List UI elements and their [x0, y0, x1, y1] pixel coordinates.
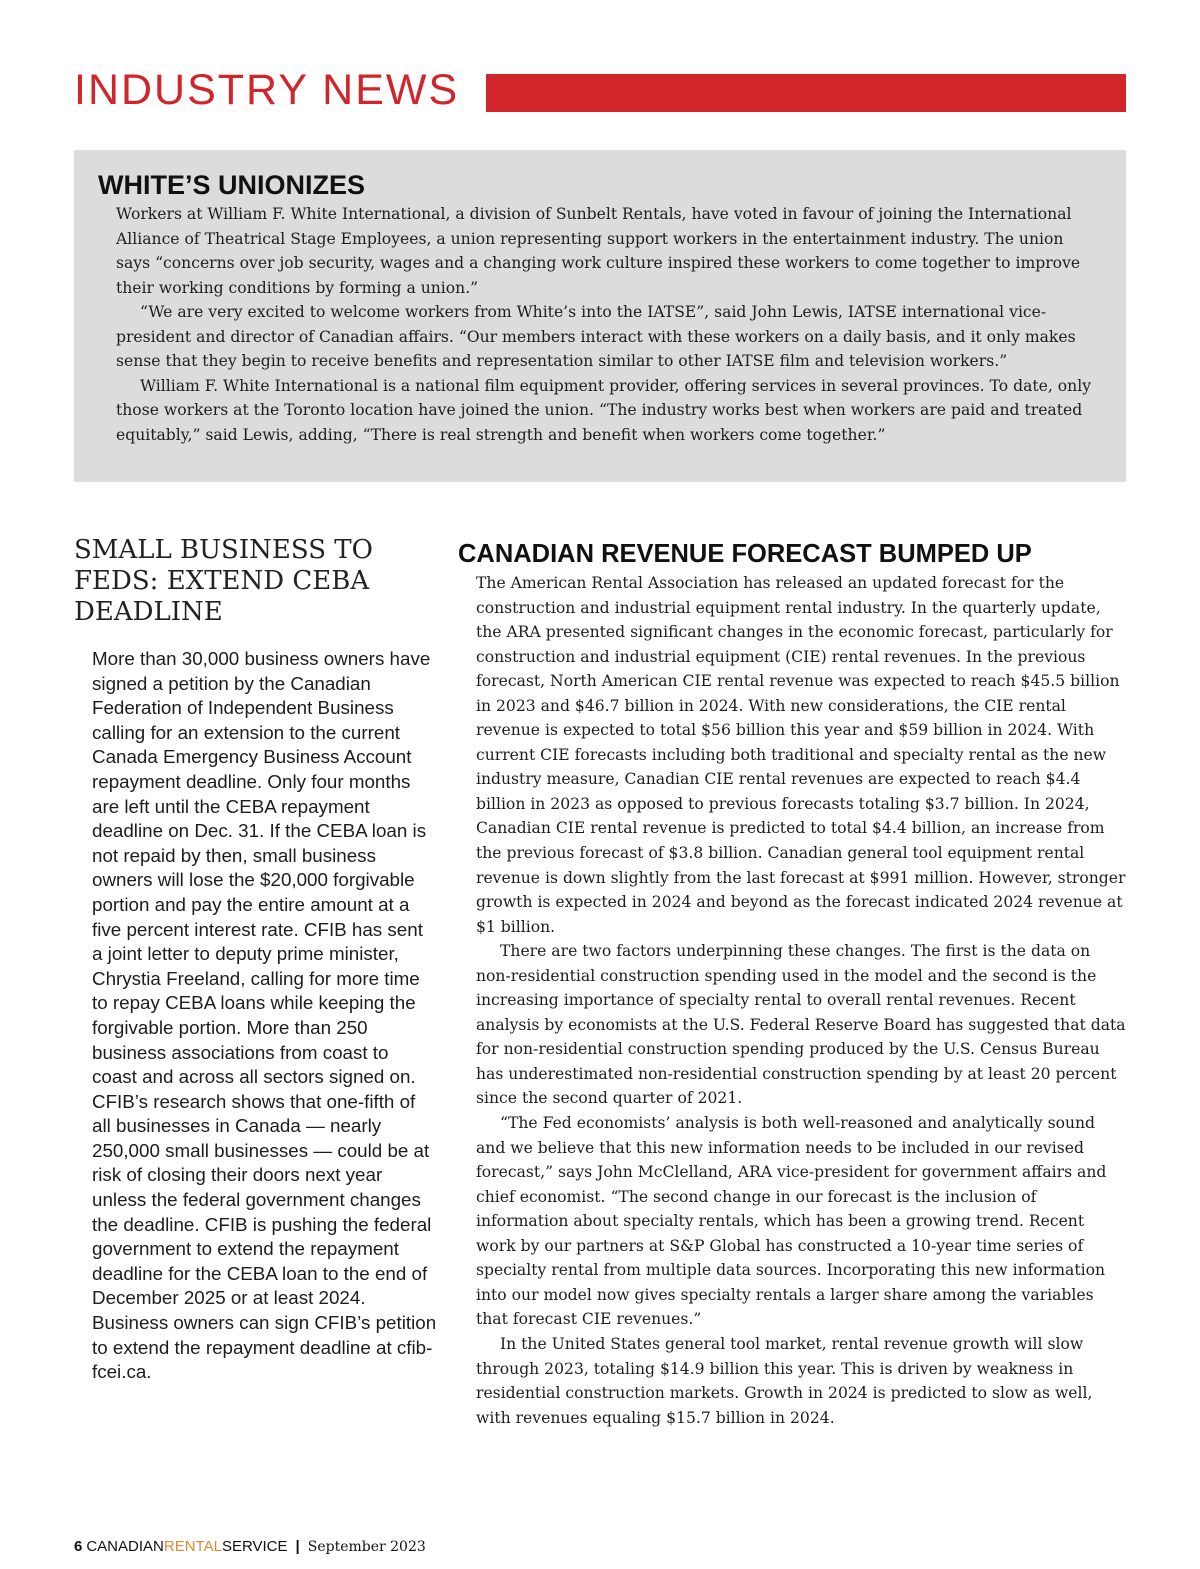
right-article-body: [476, 571, 1126, 1430]
callout-box: [74, 150, 1126, 482]
section-title-bar: [486, 74, 1126, 112]
left-article-headline: SMALL BUSINESS TO FEDS: EXTEND CEBA DEADLINE: [74, 535, 373, 627]
left-article: [74, 535, 437, 1385]
callout-paragraph: William F. White International is a national film equipment provider, offering services in several provinces. To date, only those workers at the Toronto location have joined the union. “The industry works best when workers are paid and treated equitably,” said Lewis, adding, “There is real strength and benefit when workers come together.”: [116, 376, 1092, 444]
issue-date: September 2023: [307, 1539, 426, 1555]
callout-headline: WHITE’S UNIONIZES: [98, 170, 366, 200]
section-header: [74, 66, 1126, 114]
callout-paragraph: “We are very excited to welcome workers from White’s into the IATSE”, said John Lewis, IATSE international vice-president and director of Canadian affairs. “Our members interact with these workers on a daily basis, and it only makes sense that they begin to receive benefits and representation similar to other IATSE film and television workers.”: [116, 303, 1076, 370]
brand-name-part3: SERVICE: [221, 1538, 288, 1555]
right-article-paragraph: In the United States general tool market, rental revenue growth will slow through 2023, totaling $14.9 billion this year. This is driven by weakness in residential construction markets. Growth in 2024 is predicted to slow as well, with revenues equaling $15.7 billion in 2024.: [476, 1334, 1093, 1427]
callout-paragraph: Workers at William F. White International, a division of Sunbelt Rentals, have voted in favour of joining the International Alliance of Theatrical Stage Employees, a union representing support workers in the entertainment industry. The union says “concerns over job security, wages and a changing work culture inspired these workers to come together to improve their working conditions by forming a union.”: [116, 205, 1081, 297]
footer-separator: |: [295, 1538, 300, 1555]
right-article-paragraph: There are two factors underpinning these changes. The first is the data on non-residential construction spending used in the model and the second is the increasing importance of specialty rental to overall rental revenues. Recent analysis by economists at the U.S. Federal Reserve Board has suggested that data for non-residential construction spending produced by the U.S. Census Bureau has underestimated non-residential construction spending by at least 20 percent since the second quarter of 2021.: [476, 942, 1126, 1108]
brand-name-part1: CANADIAN: [86, 1538, 164, 1555]
right-article-paragraph: The American Rental Association has released an updated forecast for the construction and industrial equipment rental industry. In the quarterly update, the ARA presented significant changes in the economic forecast, particularly for construction and industrial equipment (CIE) rental revenues. In the previous forecast, North American CIE rental revenue was expected to reach $45.5 billion in 2023 and $46.7 billion in 2024. With new considerations, the CIE rental revenue is expected to total $56 billion this year and $59 billion in 2024. With current CIE forecasts including both traditional and specialty rental as the new industry measure, Canadian CIE rental revenues are expected to reach $4.4 billion in 2023 as opposed to previous forecasts totaling $3.7 billion. In 2024, Canadian CIE rental revenue is predicted to total $4.4 billion, an increase from the previous forecast of $3.8 billion. Canadian general tool equipment rental revenue is down slightly from the last forecast at $991 million. However, stronger growth is expected in 2024 and beyond as the forecast indicated 2024 revenue at $1 billion.: [476, 574, 1126, 936]
right-article-headline: CANADIAN REVENUE FORECAST BUMPED UP: [458, 540, 1032, 568]
brand-name-part2: RENTAL: [163, 1538, 222, 1555]
left-article-body: More than 30,000 business owners have signed a petition by the Canadian Federation of Independent Business calling for an extension to the current Canada Emergency Business Account repayment deadline. Only four months are left until the CEBA repayment deadline on Dec. 31. If the CEBA loan is not repaid by then, small business owners will lose the $20,000 forgivable portion and pay the entire amount at a five percent interest rate. CFIB has sent a joint letter to deputy prime minister, Chrystia Freeland, calling for more time to repay CEBA loans while keeping the forgivable portion. More than 250 business associations from coast to coast and across all sectors signed on. CFIB’s research shows that one-fifth of all businesses in Canada — nearly 250,000 small businesses — could be at risk of closing their doors next year unless the federal government changes the deadline. CFIB is pushing the federal government to extend the repayment deadline for the CEBA loan to the end of December 2025 or at least 2024. Business owners can sign CFIB’s petition to extend the repayment deadline at cfib-fcei.ca.: [92, 648, 437, 1383]
section-title: INDUSTRY NEWS: [74, 66, 460, 114]
right-article-paragraph: “The Fed economists’ analysis is both well-reasoned and analytically sound and we believe that this new information needs to be included in our revised forecast,” says John McClelland, ARA vice-president for government affairs and chief economist. “The second change in our forecast is the inclusion of information about specialty rentals, which has been a growing trend. Recent work by our partners at S&P Global has constructed a 10-year time series of specialty rental from multiple data sources. Incorporating this new information into our model now gives specialty rentals a larger share among the variables that forecast CIE revenues.”: [476, 1114, 1107, 1329]
right-article: [458, 540, 1126, 1430]
callout-body: [116, 202, 1096, 447]
page-footer: [74, 1538, 426, 1560]
page-number: 6: [74, 1538, 83, 1555]
